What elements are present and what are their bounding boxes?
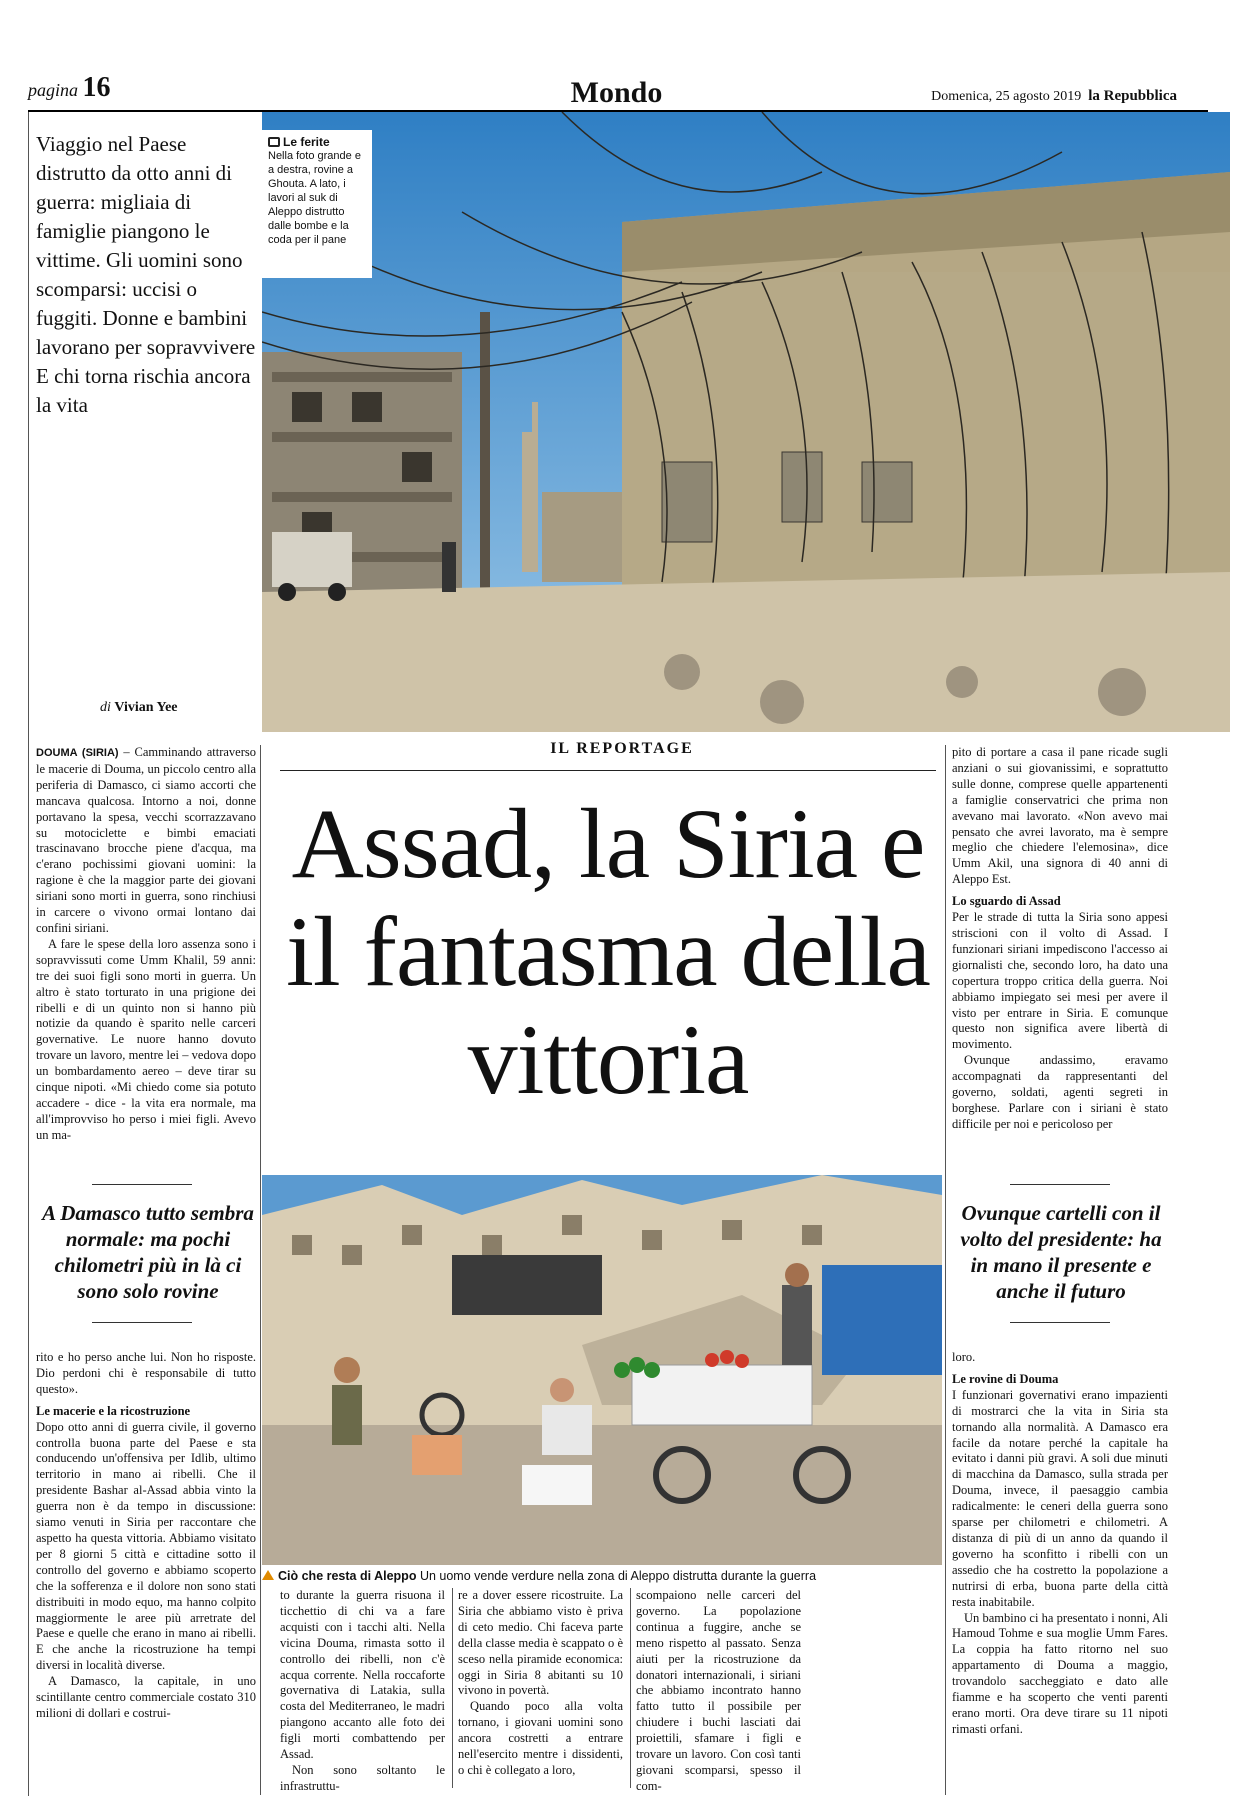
subhead-macerie: Le macerie e la ricostruzione [36, 1403, 191, 1418]
headline: Assad, la Siria e il fantasma della vittoria [286, 788, 930, 1115]
column-rule [630, 1588, 631, 1788]
kicker: IL REPORTAGE [550, 740, 694, 757]
byline: di Vivian Yee [100, 700, 178, 715]
section-title: Mondo [570, 76, 663, 109]
quote-rule-bottom-right [1010, 1322, 1110, 1323]
page-label: pagina 16 [28, 72, 111, 103]
article-col-1-continued: rito e ho perso anche lui. Non ho risposte. Dio perdoni chi è responsabile di tutto questo». Le macerie e la ricostruzione Dopo otto anni di guerra civile, il governo controlla buona parte del Paese e sta conducendo un'offensiva per Idlib, ultimo territorio in mano ai ribelli. Che il presidente Bashar al-Assad abbia vinto la guerra non è da tempo in discussione: siamo venuti in Siria per raccontare che aspetto ha questa vittoria. Abbiamo visitato per 8 giorni 5 città e cittadine sotto il controllo del governo e abbiamo scoperto che la sofferenza e il dolore non sono stati distribuiti in modo equo, ma hanno colpito maggiormente le aree più arretrate del Paese e quelle che erano in mano ai ribelli. E che anche la ricostruzione ha tempi diversi in località diverse. A Damasco, la capitale, in uno scintillante centro commerciale costato 310 milioni di dollari e costrui- [36, 1350, 256, 1720]
camera-icon [268, 137, 280, 147]
bottom-photo [262, 1175, 942, 1565]
top-photo-caption: Le ferite Nella foto grande e a destra, rovine a Ghouta. A lato, i lavori al suk di Aleppo distrutto dalle bombe e la coda per il pane [262, 130, 372, 278]
pull-quote-right: Ovunque cartelli con il volto del presidente: ha in mano il presente e anche il futuro [960, 1201, 1162, 1303]
newspaper-name: la Repubblica [1088, 88, 1177, 104]
article-col-5-continued: loro. Le rovine di Douma I funzionari governativi erano impazienti di mostrarci che la vita in Siria sta tornando alla normalità. A Damasco era facile da notare perché la capitale ha evitato i danni più gravi. A soli due minuti di macchina da Damasco, sulla strada per Douma, invece, il paesaggio cambia radicalmente: le ceneri della guerra sono sparse per chilometri e chilometri. A distanza di più di un anno da quando il governo ha sconfitto i ribelli con un assedio che ha costretto la popolazione a nutrirsi di erba, buona parte della città resta inabitabile. Un bambino ci ha presentato i nonni, Ali Hamoud Tohme e sua moglie Umm Fares. La coppia ha fatto ritorno nel suo appartamento di Douma a maggio, trovandolo saccheggiato e dato alle fiamme e ha scoperto che venti parenti erano morti. Ora deve tirare su 11 nipoti rimasti orfani. [952, 1350, 1168, 1736]
quote-rule-top-right [1010, 1184, 1110, 1185]
article-col-1: DOUMA (SIRIA) – Camminando attraverso le macerie di Douma, un piccolo centro alla periferia di Damasco, ci siamo accorti che mancava qualcosa. Intorno a noi, donne portavano la spesa, vecchi scorrazzavano su motociclette e bimbi emaciati trascinavano brocche piene d'acqua, ma c'erano pochissimi giovani uomini: la ragione è che la maggior parte dei giovani siriani sono morti in guerra, sono rinchiusi in carcere o vivono ormai lontano dai confini siriani. A fare le spese della loro assenza sono i sopravvissuti come Umm Khalil, 59 anni: tre dei suoi figli sono morti in guerra. Un altro è stato torturato in una prigione dei ribelli e di un quinto non si hanno più notizie da quando è sparito nelle carceri governative. Le nuore hanno dovuto trovare un lavoro, mentre lei – vedova dopo un bombardamento aereo – deve tirar su cinque nipoti. «Mi chiedo come sia potuto accadere - dice - la vita era normale, ma all'improvviso ho perso i miei figli. Avevo un ma- [36, 745, 256, 1142]
triangle-icon [262, 1570, 274, 1580]
pull-quote-left: A Damasco tutto sembra normale: ma pochi chilometri più in là ci sono solo rovine [42, 1201, 254, 1303]
page-number: 16 [82, 72, 111, 103]
dateline: DOUMA (SIRIA) [36, 747, 119, 759]
column-rule [945, 745, 946, 1795]
quote-rule-top-left [92, 1184, 192, 1185]
subhead-rovine: Le rovine di Douma [952, 1371, 1059, 1386]
column-rule [260, 745, 261, 1795]
quote-rule-bottom-left [92, 1322, 192, 1323]
column-rule [452, 1588, 453, 1788]
kicker-rule [280, 770, 936, 771]
subhead-sguardo: Lo sguardo di Assad [952, 894, 1061, 909]
article-col-4: scompaiono nelle carceri del governo. La popolazione continua a fuggire, anche se meno rispetto al passato. Senza aiuti per la ricostruzione da donatori internazionali, i siriani che abbiamo incontrato hanno fatto tutto il possibile per chiudere i buchi lasciati dai proiettili, sfamare i figli e trovare un lavoro. Con così tanti giovani scomparsi, spesso il com- [636, 1588, 801, 1793]
issue-date: Domenica, 25 agosto 2019 la Repubblica [931, 88, 1177, 104]
left-border [28, 112, 29, 1796]
article-col-3: re a dover essere ricostruite. La Siria che abbiamo visto è priva di ceto medio. Chi faceva parte della classe media è scappato o è sceso nella piramide economica: oggi in Siria 8 abitanti su 10 vivono in povertà. Quando poco alla volta tornano, i giovani uomini sono ancora costretti a entrare nell'esercito mentre i dissidenti, o chi è collegato a loro, [458, 1588, 623, 1777]
top-photo [262, 112, 1230, 732]
bottom-photo-caption: Ciò che resta di Aleppo Un uomo vende verdure nella zona di Aleppo distrutta durante la guerra [262, 1569, 942, 1583]
article-col-2: to durante la guerra risuona il ticchettio di chi va a fare acquisti con i tacchi alti. Nella vicina Douma, rimasta sotto il controllo dei ribelli, non c'è acqua corrente. Nella roccaforte governativa di Latakia, sulla costa del Mediterraneo, le madri piangono accanto alle foto dei figli morti combattendo per Assad. Non sono soltanto le infrastruttu- [280, 1588, 445, 1793]
summary: Viaggio nel Paese distrutto da otto anni di guerra: migliaia di famiglie piangono le vittime. Gli uomini sono scomparsi: uccisi o fuggiti. Donne e bambini lavorano per sopravvivere E chi torna rischia ancora la vita [36, 132, 256, 417]
article-col-5: pito di portare a casa il pane ricade sugli anziani o sui giovanissimi, e soprattutto sulle donne, comprese quelle appartenenti a famiglie conservatrici che prima non avevano mai lavorato. «Non avevo mai pensato che avrei lavorato, ma è sempre meglio che chiedere l'elemosina», dice Umm Akil, una signora di 40 anni di Aleppo Est. Lo sguardo di Assad Per le strade di tutta la Siria sono appesi striscioni con il volto di Assad. I funzionari siriani impediscono l'accesso ai giornalisti che, secondo loro, ha dato una copertura troppo critica della guerra. Noi abbiamo impiegato sei mesi per avere il visto per entrare in Siria. E comunque questo non significa avere libertà di movimento. Ovunque andassimo, eravamo accompagnati da rappresentanti del governo, soldati, agenti segreti in borghese. Parlare con i siriani è stato difficile per noi e pericoloso per [952, 745, 1168, 1131]
